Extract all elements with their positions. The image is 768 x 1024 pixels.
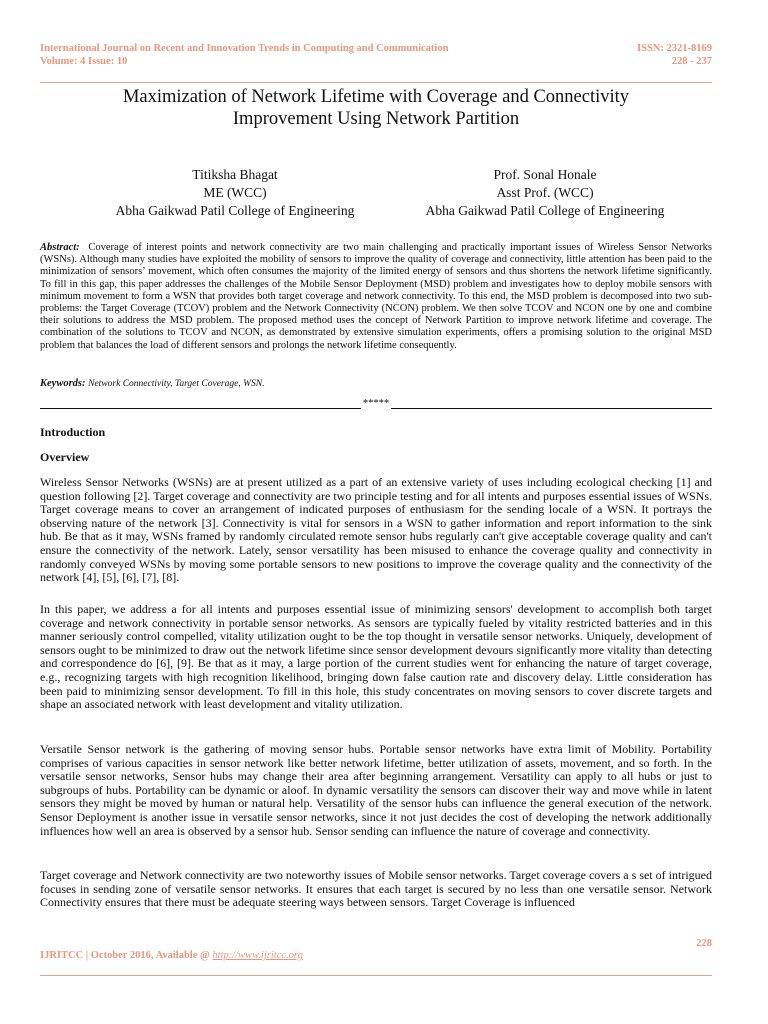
journal-link[interactable]: http://www.ijritcc.org bbox=[212, 950, 303, 961]
author-2 bbox=[400, 166, 690, 220]
abstract bbox=[40, 242, 712, 352]
paragraph-2: In this paper, we address a for all intents and purposes essential issue of minimizing sensors' development to accomplish both target coverage and network connectivity in portable sensor networks. As sensors are typically fueled by vitality restricted batteries and in this manner seriously control compelled, vitality utilization ought to be the top thought in versatile sensor networks. Uniquely, development of sensors ought to be minimized to draw out the network lifetime since sensor development devours significantly more vitality than detecting and correspondence do [6], [9]. Be that as it may, a large portion of the current studies went for enhancing the nature of target coverage, e.g., recognizing targets with high recognition likelihood, bringing down false caution rate and discovery delay. Little consideration has been paid to minimizing sensor development. To fill in this hole, this study concentrates on moving sensors to cover discrete targets and shape an associated network with least development and vitality utilization. bbox=[40, 602, 712, 712]
volume-issue: Volume: 4 Issue: 10 bbox=[40, 56, 128, 67]
journal-header bbox=[40, 42, 712, 68]
author-name: Titiksha Bhagat bbox=[192, 167, 278, 182]
footer-text: IJRITCC | October 2016, Available @ bbox=[40, 950, 213, 961]
separator-line-left bbox=[40, 399, 361, 409]
author-1 bbox=[85, 166, 385, 220]
separator-stars: ***** bbox=[362, 398, 390, 409]
abstract-label: Abstract: bbox=[40, 242, 80, 253]
issn: ISSN: 2321-8169 bbox=[637, 43, 712, 54]
footer bbox=[40, 950, 303, 961]
author-role: ME (WCC) bbox=[203, 185, 267, 200]
section-separator bbox=[40, 398, 712, 409]
author-affiliation: Abha Gaikwad Patil College of Engineering bbox=[425, 203, 665, 218]
header-divider bbox=[40, 82, 712, 83]
author-block bbox=[40, 166, 728, 220]
title-line-2: Improvement Using Network Partition bbox=[232, 109, 520, 129]
title-line-1: Maximization of Network Lifetime with Coverage and Connectivity bbox=[122, 87, 630, 107]
paper-title bbox=[40, 86, 712, 130]
keywords-label: Keywords: bbox=[40, 378, 86, 389]
page-range: 228 - 237 bbox=[671, 56, 712, 67]
heading-introduction: Introduction bbox=[40, 425, 106, 439]
author-role: Asst Prof. (WCC) bbox=[496, 185, 594, 200]
paragraph-3: Versatile Sensor network is the gathering of moving sensor hubs. Portable sensor networks have extra limit of Mobility. Portability comprises of various capacities in sensor network like better network lifetime, better utilization of assets, movement, and so forth. In the versatile sensor networks, Sensor hubs may change their area after beginning arrangement. Versatility can apply to all hubs or just to subgroups of hubs. Portability can be dynamic or aloof. In dynamic versatility the sensors can discover their way and move while in latent sensors they might be moved by human or natural help. Versatility of the sensor hubs can influence the general execution of the network. Sensor Deployment is another issue in versatile sensor networks, since it not just decides the cost of developing the network additionally influences how well an area is observed by a sensor hub. Sensor sending can influence the nature of coverage and connectivity. bbox=[40, 742, 712, 838]
keywords bbox=[40, 378, 712, 390]
heading-overview: Overview bbox=[40, 450, 90, 464]
author-affiliation: Abha Gaikwad Patil College of Engineering bbox=[115, 203, 355, 218]
paragraph-4: Target coverage and Network connectivity are two noteworthy issues of Mobile sensor networks. Target coverage covers a s set of intrigued focuses in sending zone of versatile sensor networks. It ensures that each target is secured by no less than one versatile sensor. Network Connectivity ensures that there must be adequate steering ways between sensors. Target Coverage is influenced bbox=[40, 868, 712, 910]
page-number: 228 bbox=[696, 938, 712, 949]
footer-divider bbox=[40, 975, 712, 976]
paragraph-1: Wireless Sensor Networks (WSNs) are at present utilized as a part of an extensive variety of uses including ecological checking [1] and question following [2]. Target coverage and connectivity are two principle testing and for all intents and purposes essential issues of WSNs. Target coverage means to cover an arrangement of indicated purposes of enthusiasm for the sending locale of a WSN. It portrays the observing nature of the network [3]. Connectivity is vital for sensors in a WSN to gather information and report information to the sink hub. Be that as it may, WSNs framed by randomly circulated remote sensor hubs regularly can't give acceptable coverage quality and can't ensure the connectivity of the network. Lately, sensor versatility has been misused to enhance the coverage quality and connectivity in randomly conveyed WSNs by moving some portable sensors to new positions to improve the coverage quality and the connectivity of the network [4], [5], [6], [7], [8]. bbox=[40, 475, 712, 585]
separator-line-right bbox=[391, 399, 712, 409]
author-name: Prof. Sonal Honale bbox=[493, 167, 597, 182]
keywords-text: Network Connectivity, Target Coverage, WSN. bbox=[88, 379, 265, 389]
journal-name: International Journal on Recent and Innovation Trends in Computing and Communication bbox=[40, 43, 449, 54]
abstract-text: Coverage of interest points and network connectivity are two main challenging and practically important issues of Wireless Sensor Networks (WSNs). Although many studies have exploited the mobility of sensors to improve the quality of coverage and connectivity, little attention has been paid to the minimization of sensors’ movement, which often consumes the majority of the limited energy of sensors and thus shortens the network lifetime significantly. To fill in this gap, this paper addresses the challenges of the Mobile Sensor Deployment (MSD) problem and investigates how to deploy mobile sensors with minimum movement to form a WSN that provides both target coverage and network connectivity. To this end, the MSD problem is decomposed into two sub-problems: the Target Coverage (TCOV) problem and the Network Connectivity (NCON) problem. We then solve TCOV and NCON one by one and combine their solutions to address the MSD problem. The proposed method uses the concept of Network Partition to improve network lifetime and coverage. The combination of the solutions to TCOV and NCON, as demonstrated by extensive simulation experiments, offers a promising solution to the original MSD problem that balances the load of different sensors and prolongs the network lifetime consequently. bbox=[40, 242, 713, 351]
